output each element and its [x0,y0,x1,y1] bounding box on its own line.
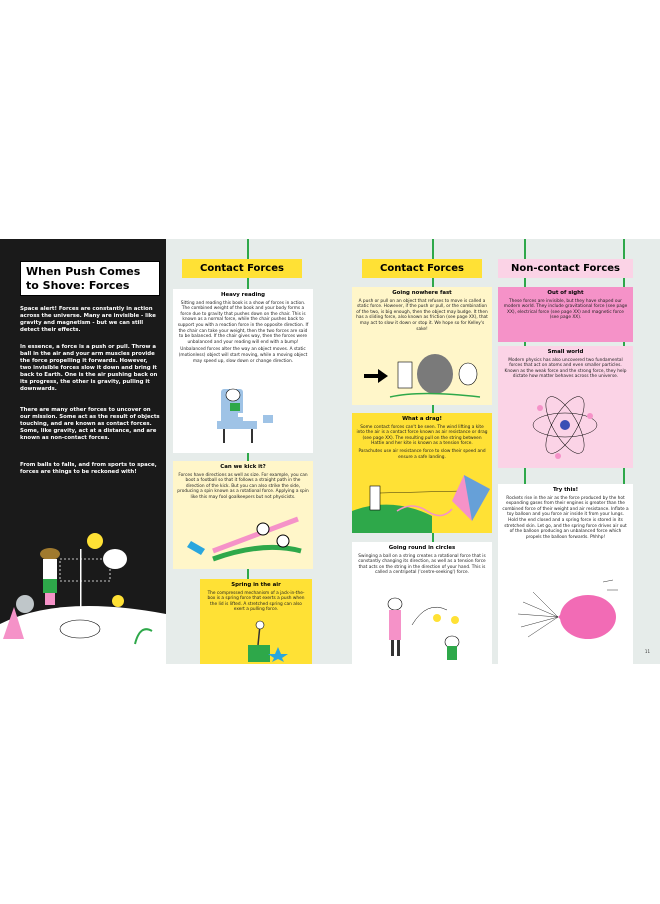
page-title: When Push Comes to Shove: Forces [20,261,160,296]
atom-illustration [528,386,603,464]
card-text: Forces have directions as well as size. For example, you can boot a football so that it follows a straight path in the direction of the kick. But you can also strike the side, producing a spin known as a rotational force. Applying a spin like this may fool goalkeepers but not physicists. [177,472,309,500]
card-title: Out of sight [547,290,584,296]
card-try-this [498,484,633,664]
card-going-nowhere-fast [352,287,492,405]
card-text: Some contact forces can't be seen. The wind lifting a kite into the air is a contact force known as air resistance or drag (see page XX). The resulting pull on the string between Hattie and her kite is known as a tension force. [356,424,488,447]
jack-in-the-box-illustration [220,617,295,662]
swinging-ball-illustration [367,590,477,662]
chair-reader-illustration [193,381,293,451]
header-contact-forces-2: Contact Forces [362,259,482,278]
book-spread [0,239,660,664]
card-title: Try this! [552,487,579,493]
card-title: Heavy reading [220,292,266,298]
card-text: Swinging a ball on a string creates a rotational force that is constantly changing its direction, as well as a tension force that acts on the string in the direction of your hand. This is called a centripetal ('centre-seeking') force. [358,553,486,576]
intro-paragraph-2: In essence, a force is a push or pull. Throw a ball in the air and your arm muscles provide the force propelling it forwards. However, two invisible forces slow it down and bring it back to Earth. One is the air pushing back on its progress, the other is gravity, pulling it downwards. [20,344,158,392]
card-small-world [498,346,633,468]
left-page [0,239,166,664]
card-title: What a drag! [402,416,442,422]
football-kick-illustration [183,511,308,566]
kite-illustration [352,471,492,533]
card-can-we-kick-it [173,461,313,569]
card-what-a-drag [352,413,492,533]
intro-paragraph-1: Space alert! Forces are constantly in action across the universe. Many are invisible - like gravity and magnetism - but we can still detect their effects. [20,306,156,333]
card-text: These forces are invisible, but they have shaped our modern world. They include gravitational force (see page XX), electrical force (see page XX) and magnetic force (see page XX). [503,298,628,321]
header-non-contact-forces: Non-contact Forces [498,259,633,278]
pushing-boulder-illustration [360,342,484,402]
card-text: Modern physics has also uncovered two fundamental forces that act on atoms and even smaller particles. Known as the weak force and the strong force, they help dictate how matter behaves across the universe. [504,357,627,380]
card-going-round-in-circles [352,542,492,664]
volleyball-illustration [0,519,166,664]
card-text: The compressed mechanism of a jack-in-the-box is a spring force that exerts a push when the lid is lifted. A stretched spring can also exert a pulling force. [207,590,305,613]
card-text: Rockets rise in the air as the force produced by the hot expanding gases from their engines is greater than the combined force of their weight and air resistance. Inflate a toy balloon and you force air inside it from your lungs. Hold the end closed and a spring force is stored in its stretched skin. Let go, and the spring force drives air out of the balloon producing an unbalanced force which propels the balloon forwards. Phhhp! [502,495,629,540]
card-text: Parachutes use air resistance force to slow their speed and ensure a safe landing. [358,448,486,460]
card-title: Can we kick it? [220,464,266,470]
card-title: Small world [547,349,584,355]
card-text: Unbalanced forces alter the way an object moves. A static (motionless) object will start moving, while a moving object may speed up, slow down or change direction. [178,347,308,364]
card-heavy-reading [173,289,313,453]
intro-paragraph-3: There are many other forces to uncover on our mission. Some act as the result of objects touching, and are known as contact forces. Some, like gravity, act at a distance, and are known as non-contact forces. [20,407,160,441]
card-title: Going nowhere fast [392,290,452,296]
card-spring-in-the-air [200,579,312,664]
card-title: Spring in the air [231,582,281,588]
card-text: A push or pull on an object that refuses to move is called a static force. However, if the push or pull, or the combination of the two, is big enough, then the object may budge. It then has a sliding force, also known as friction (see page XX), that may act to slow it down or stop it. We hope so for Kelley's sake! [356,298,488,332]
card-text: Sitting and reading this book is a show of forces in action. The combined weight of the book and your body forms a force due to gravity that pushes down on the chair. This is known as a normal force, while the chair pushes back to support you with a reaction force in the opposite direction. If the chair can take your weight, then the two forces are said to be balanced. If the chair gives way, then the forces were unbalanced and your reading will end with a bump! [177,300,309,345]
header-contact-forces-1: Contact Forces [182,259,302,278]
intro-paragraph-4: From balls to falls, and from sports to space, forces are things to be reckoned with! [20,462,157,475]
page-number-left: 10 [8,653,14,658]
card-title: Going round in circles [388,545,456,551]
page-number-right: 11 [644,649,650,654]
card-out-of-sight [498,287,633,342]
balloon-illustration [503,562,628,660]
